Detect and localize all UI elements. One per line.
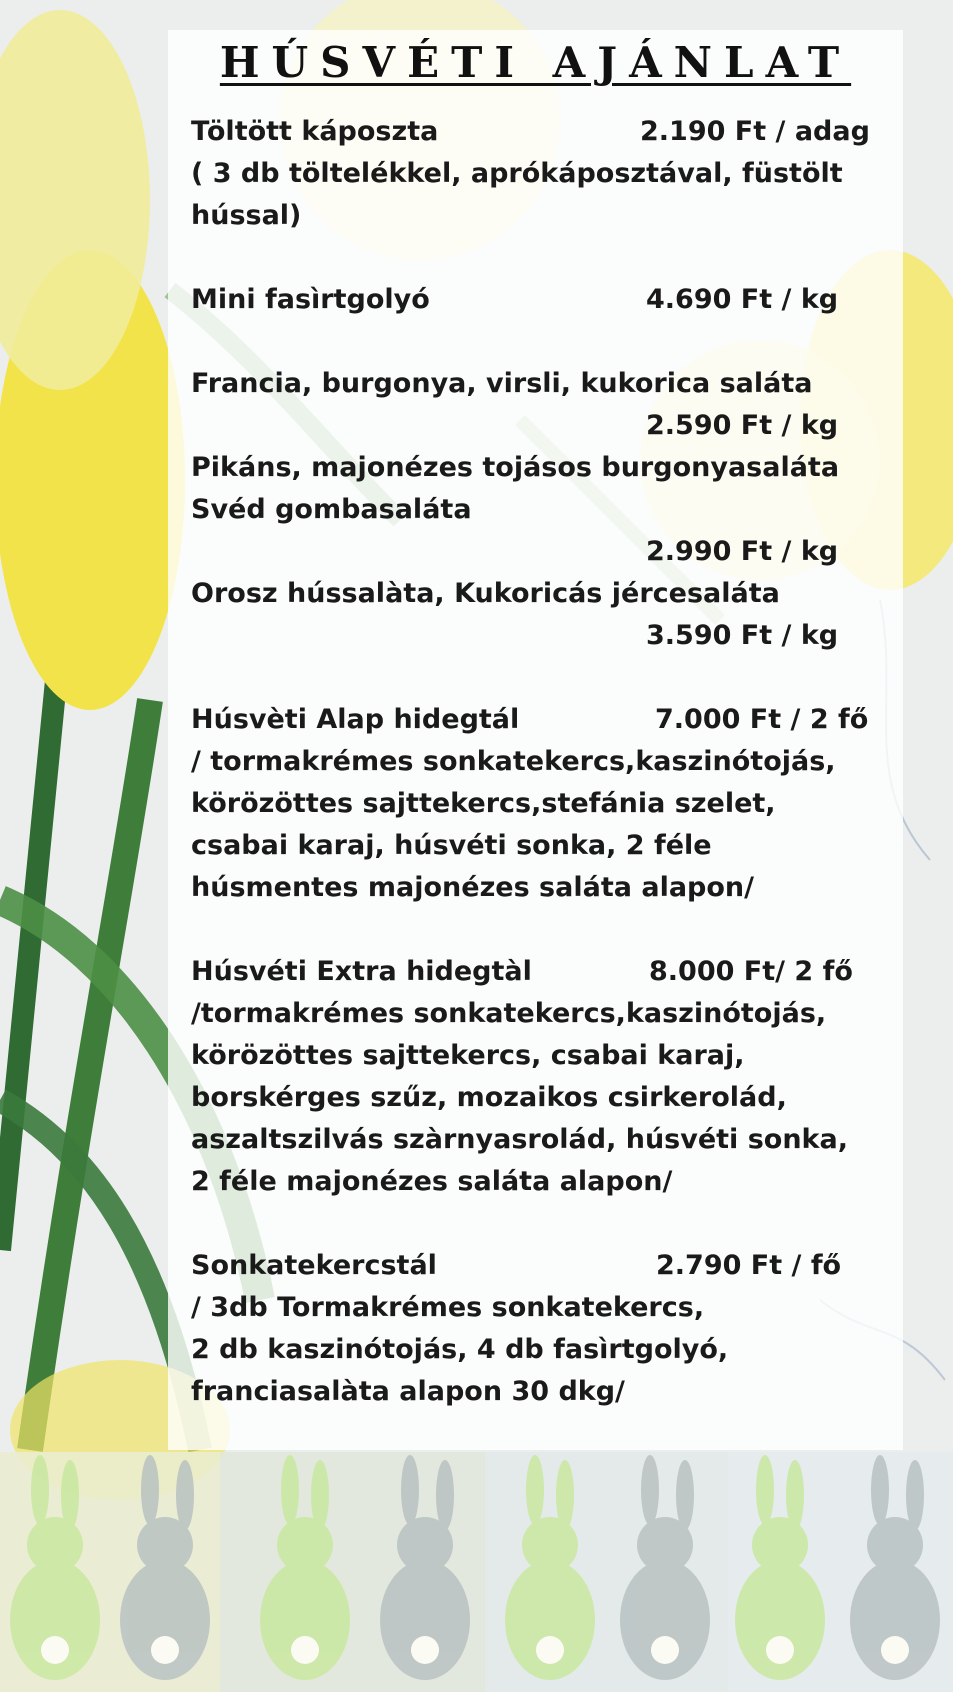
menu-item-mini-fasirtgolyo bbox=[191, 279, 891, 321]
item-description: 2 db kaszinótojás, 4 db fasìrtgolyó, bbox=[191, 1334, 729, 1365]
menu-item-orosz-hussalata: Orosz hússalàta, Kukoricás jércesaláta bbox=[191, 578, 780, 609]
item-price: 2.190 Ft / adag bbox=[640, 116, 870, 147]
item-name: Húsvèti Alap hidegtál bbox=[191, 704, 520, 735]
item-description: franciasalàta alapon 30 dkg/ bbox=[191, 1376, 625, 1407]
item-description: / 3db Tormakrémes sonkatekercs, bbox=[191, 1292, 705, 1323]
item-price: 2.590 Ft / kg bbox=[646, 410, 839, 441]
menu-list bbox=[191, 111, 891, 1413]
item-price: 3.590 Ft / kg bbox=[646, 620, 839, 651]
item-name: Töltött káposzta bbox=[191, 116, 439, 147]
item-description: hússal) bbox=[191, 200, 302, 231]
menu-item-pikans-salata: Pikáns, majonézes tojásos burgonyasaláta bbox=[191, 452, 840, 483]
item-name: Sonkatekercstál bbox=[191, 1250, 437, 1281]
menu-item-toltott-kaposzta bbox=[191, 111, 891, 153]
item-description: /tormakrémes sonkatekercs,kaszinótojás, bbox=[191, 998, 827, 1029]
menu-item-alap-hidegtal bbox=[191, 699, 891, 741]
item-price: 7.000 Ft / 2 fő bbox=[655, 704, 869, 735]
item-description: csabai karaj, húsvéti sonka, 2 féle bbox=[191, 830, 712, 861]
menu-item-francia-salata: Francia, burgonya, virsli, kukorica saláta bbox=[191, 368, 813, 399]
item-description: ( 3 db töltelékkel, aprókáposztával, füstölt bbox=[191, 158, 843, 189]
item-price: 2.790 Ft / fő bbox=[656, 1250, 842, 1281]
item-price: 2.990 Ft / kg bbox=[646, 536, 839, 567]
item-description: borskérges szűz, mozaikos csirkerolád, bbox=[191, 1082, 787, 1113]
item-description: körözöttes sajttekercs,stefánia szelet, bbox=[191, 788, 776, 819]
item-description: körözöttes sajttekercs, csabai karaj, bbox=[191, 1040, 745, 1071]
item-name: Mini fasìrtgolyó bbox=[191, 284, 430, 315]
item-description: / tormakrémes sonkatekercs,kaszinótojás, bbox=[191, 746, 836, 777]
item-name: Húsvéti Extra hidegtàl bbox=[191, 956, 532, 987]
item-description: 2 féle majonézes saláta alapon/ bbox=[191, 1166, 673, 1197]
item-price: 4.690 Ft / kg bbox=[646, 284, 839, 315]
item-price: 8.000 Ft/ 2 fő bbox=[649, 956, 853, 987]
menu-item-extra-hidegtal bbox=[191, 951, 891, 993]
page-title: HÚSVÉTI AJÁNLAT bbox=[219, 38, 852, 87]
item-description: húsmentes majonézes saláta alapon/ bbox=[191, 872, 755, 903]
menu-item-sonkatekercstal bbox=[191, 1245, 891, 1287]
item-description: aszaltszilvás szàrnyasrolád, húsvéti sonka, bbox=[191, 1124, 848, 1155]
menu-item-sved-gombasalata: Svéd gombasaláta bbox=[191, 494, 472, 525]
